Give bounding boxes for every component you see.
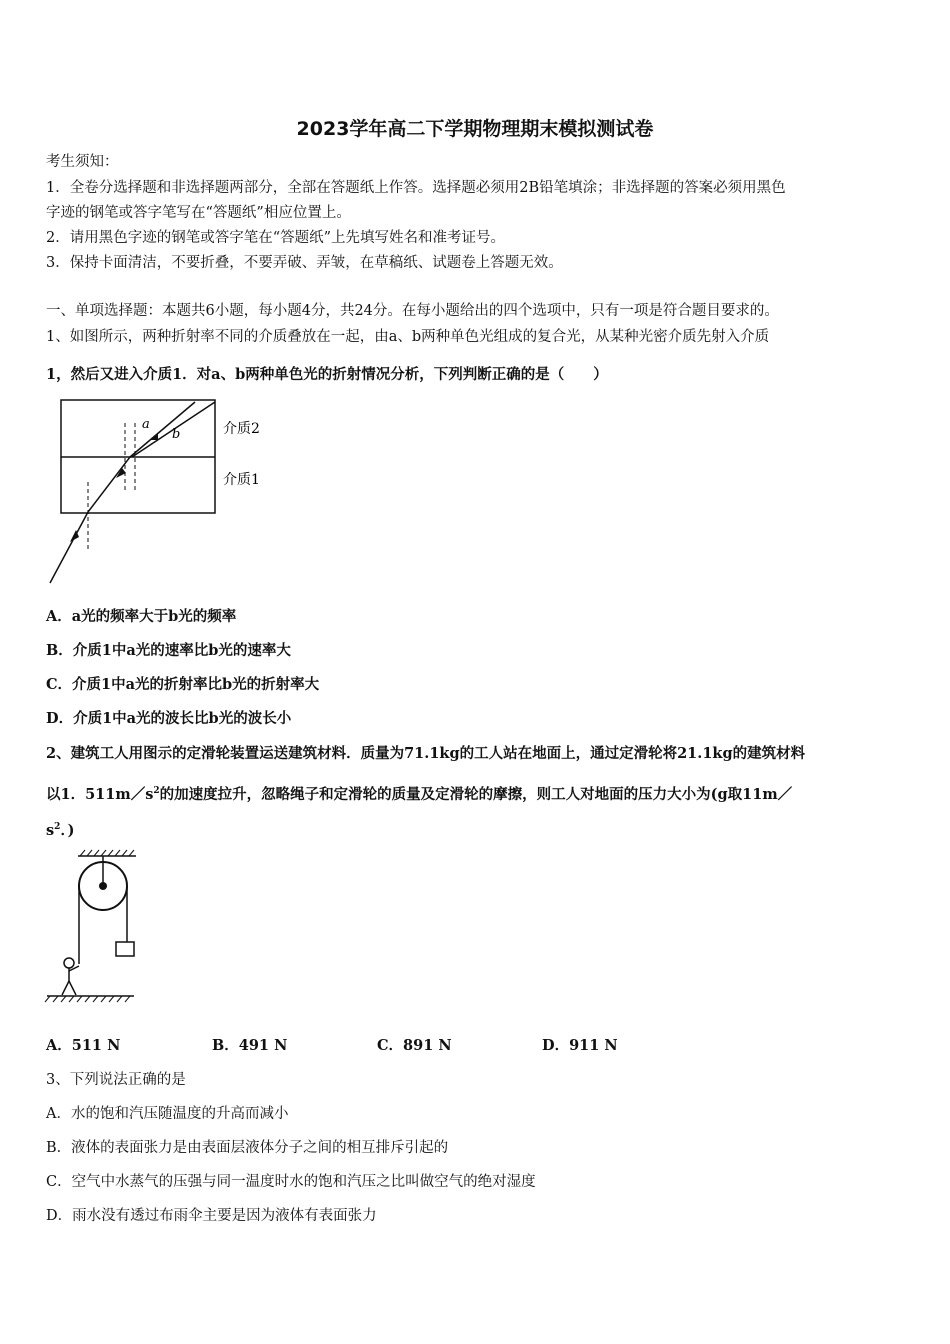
ray-b-label: b (172, 427, 181, 442)
notice-heading: 考生须知： (46, 154, 119, 170)
superscript: 2 (54, 822, 61, 832)
q2-stem-text: 的加速度拉升，忽略绳子和定滑轮的质量及定滑轮的摩擦，则工人对地面的压力大小为(g取11m／ (159, 785, 793, 803)
q2-stem-text: 以1．511m／s (46, 785, 154, 803)
q2-option-d: D．911 N (542, 1037, 618, 1054)
q1-option-c: C．介质1中a光的折射率比b光的折射率大 (46, 676, 320, 693)
q1-option-b: B．介质1中a光的速率比b光的速率大 (46, 642, 291, 659)
medium-2-label: 介质2 (223, 421, 260, 437)
notice-item: 字迹的钢笔或答字笔写在“答题纸”相应位置上。 (46, 205, 351, 221)
worker-leg (62, 981, 69, 995)
q1-option-d: D．介质1中a光的波长比b光的波长小 (46, 710, 292, 727)
q2-stem-text: s (46, 821, 55, 839)
material-box (116, 942, 134, 956)
pulley-axle (99, 882, 107, 890)
section-heading: 一、单项选择题：本题共6小题，每小题4分，共24分。在每小题给出的四个选项中，只有一项是符合题目要求的。 (46, 303, 779, 319)
q1-option-a: A．a光的频率大于b光的频率 (46, 608, 237, 625)
q3-option-c: C．空气中水蒸气的压强与同一温度时水的饱和汽压之比叫做空气的绝对湿度 (46, 1174, 536, 1190)
q1-stem-line2: 1，然后又进入介质1．对a、b两种单色光的折射情况分析，下列判断正确的是（ ） (46, 366, 608, 383)
q2-option-c: C．891 N (377, 1037, 452, 1054)
incident-ray (50, 512, 88, 583)
ceiling-hatch (80, 850, 134, 856)
q2-stem-line1: 2、建筑工人用图示的定滑轮装置运送建筑材料．质量为71.1kg的工人站在地面上，通过定滑轮将21.1kg的建筑材料 (46, 745, 806, 762)
worker-leg (69, 981, 76, 995)
page-title: 2023学年高二下学期物理期末模拟测试卷 (296, 118, 654, 140)
medium-1-label: 介质1 (223, 472, 260, 488)
q2-option-a: A．511 N (46, 1037, 121, 1054)
q3-option-b: B．液体的表面张力是由表面层液体分子之间的相互排斥引起的 (46, 1140, 449, 1156)
worker-head (64, 958, 74, 968)
notice-item: 1．全卷分选择题和非选择题两部分，全部在答题纸上作答。选择题必须用2B铅笔填涂；非选择题的答案必须用黑色 (46, 180, 786, 196)
ray-a-label: a (142, 417, 150, 432)
ground-hatch (45, 996, 130, 1002)
notice-item: 3．保持卡面清洁，不要折叠，不要弄破、弄皱，在草稿纸、试题卷上答题无效。 (46, 255, 563, 271)
superscript: 2 (153, 786, 160, 796)
q2-stem-line2 (46, 781, 792, 805)
q3-option-a: A．水的饱和汽压随温度的升高而减小 (46, 1106, 289, 1122)
q2-option-b: B．491 N (212, 1037, 288, 1054)
q3-stem: 3、下列说法正确的是 (46, 1072, 186, 1088)
ray-a (130, 402, 195, 457)
notice-item: 2．请用黑色字迹的钢笔或答字笔在“答题纸”上先填写姓名和准考证号。 (46, 230, 506, 246)
q1-stem-line1: 1、如图所示，两种折射率不同的介质叠放在一起，由a、b两种单色光组成的复合光，从某种光密介质先射入介质 (46, 329, 770, 345)
q2-stem-text: ．) (60, 821, 75, 839)
q3-option-d: D．雨水没有透过布雨伞主要是因为液体有表面张力 (46, 1208, 377, 1224)
q1-refraction-figure (40, 390, 290, 595)
q2-stem-line3 (46, 817, 75, 841)
refracted-ray (88, 457, 130, 512)
q2-pulley-figure (42, 846, 152, 1006)
